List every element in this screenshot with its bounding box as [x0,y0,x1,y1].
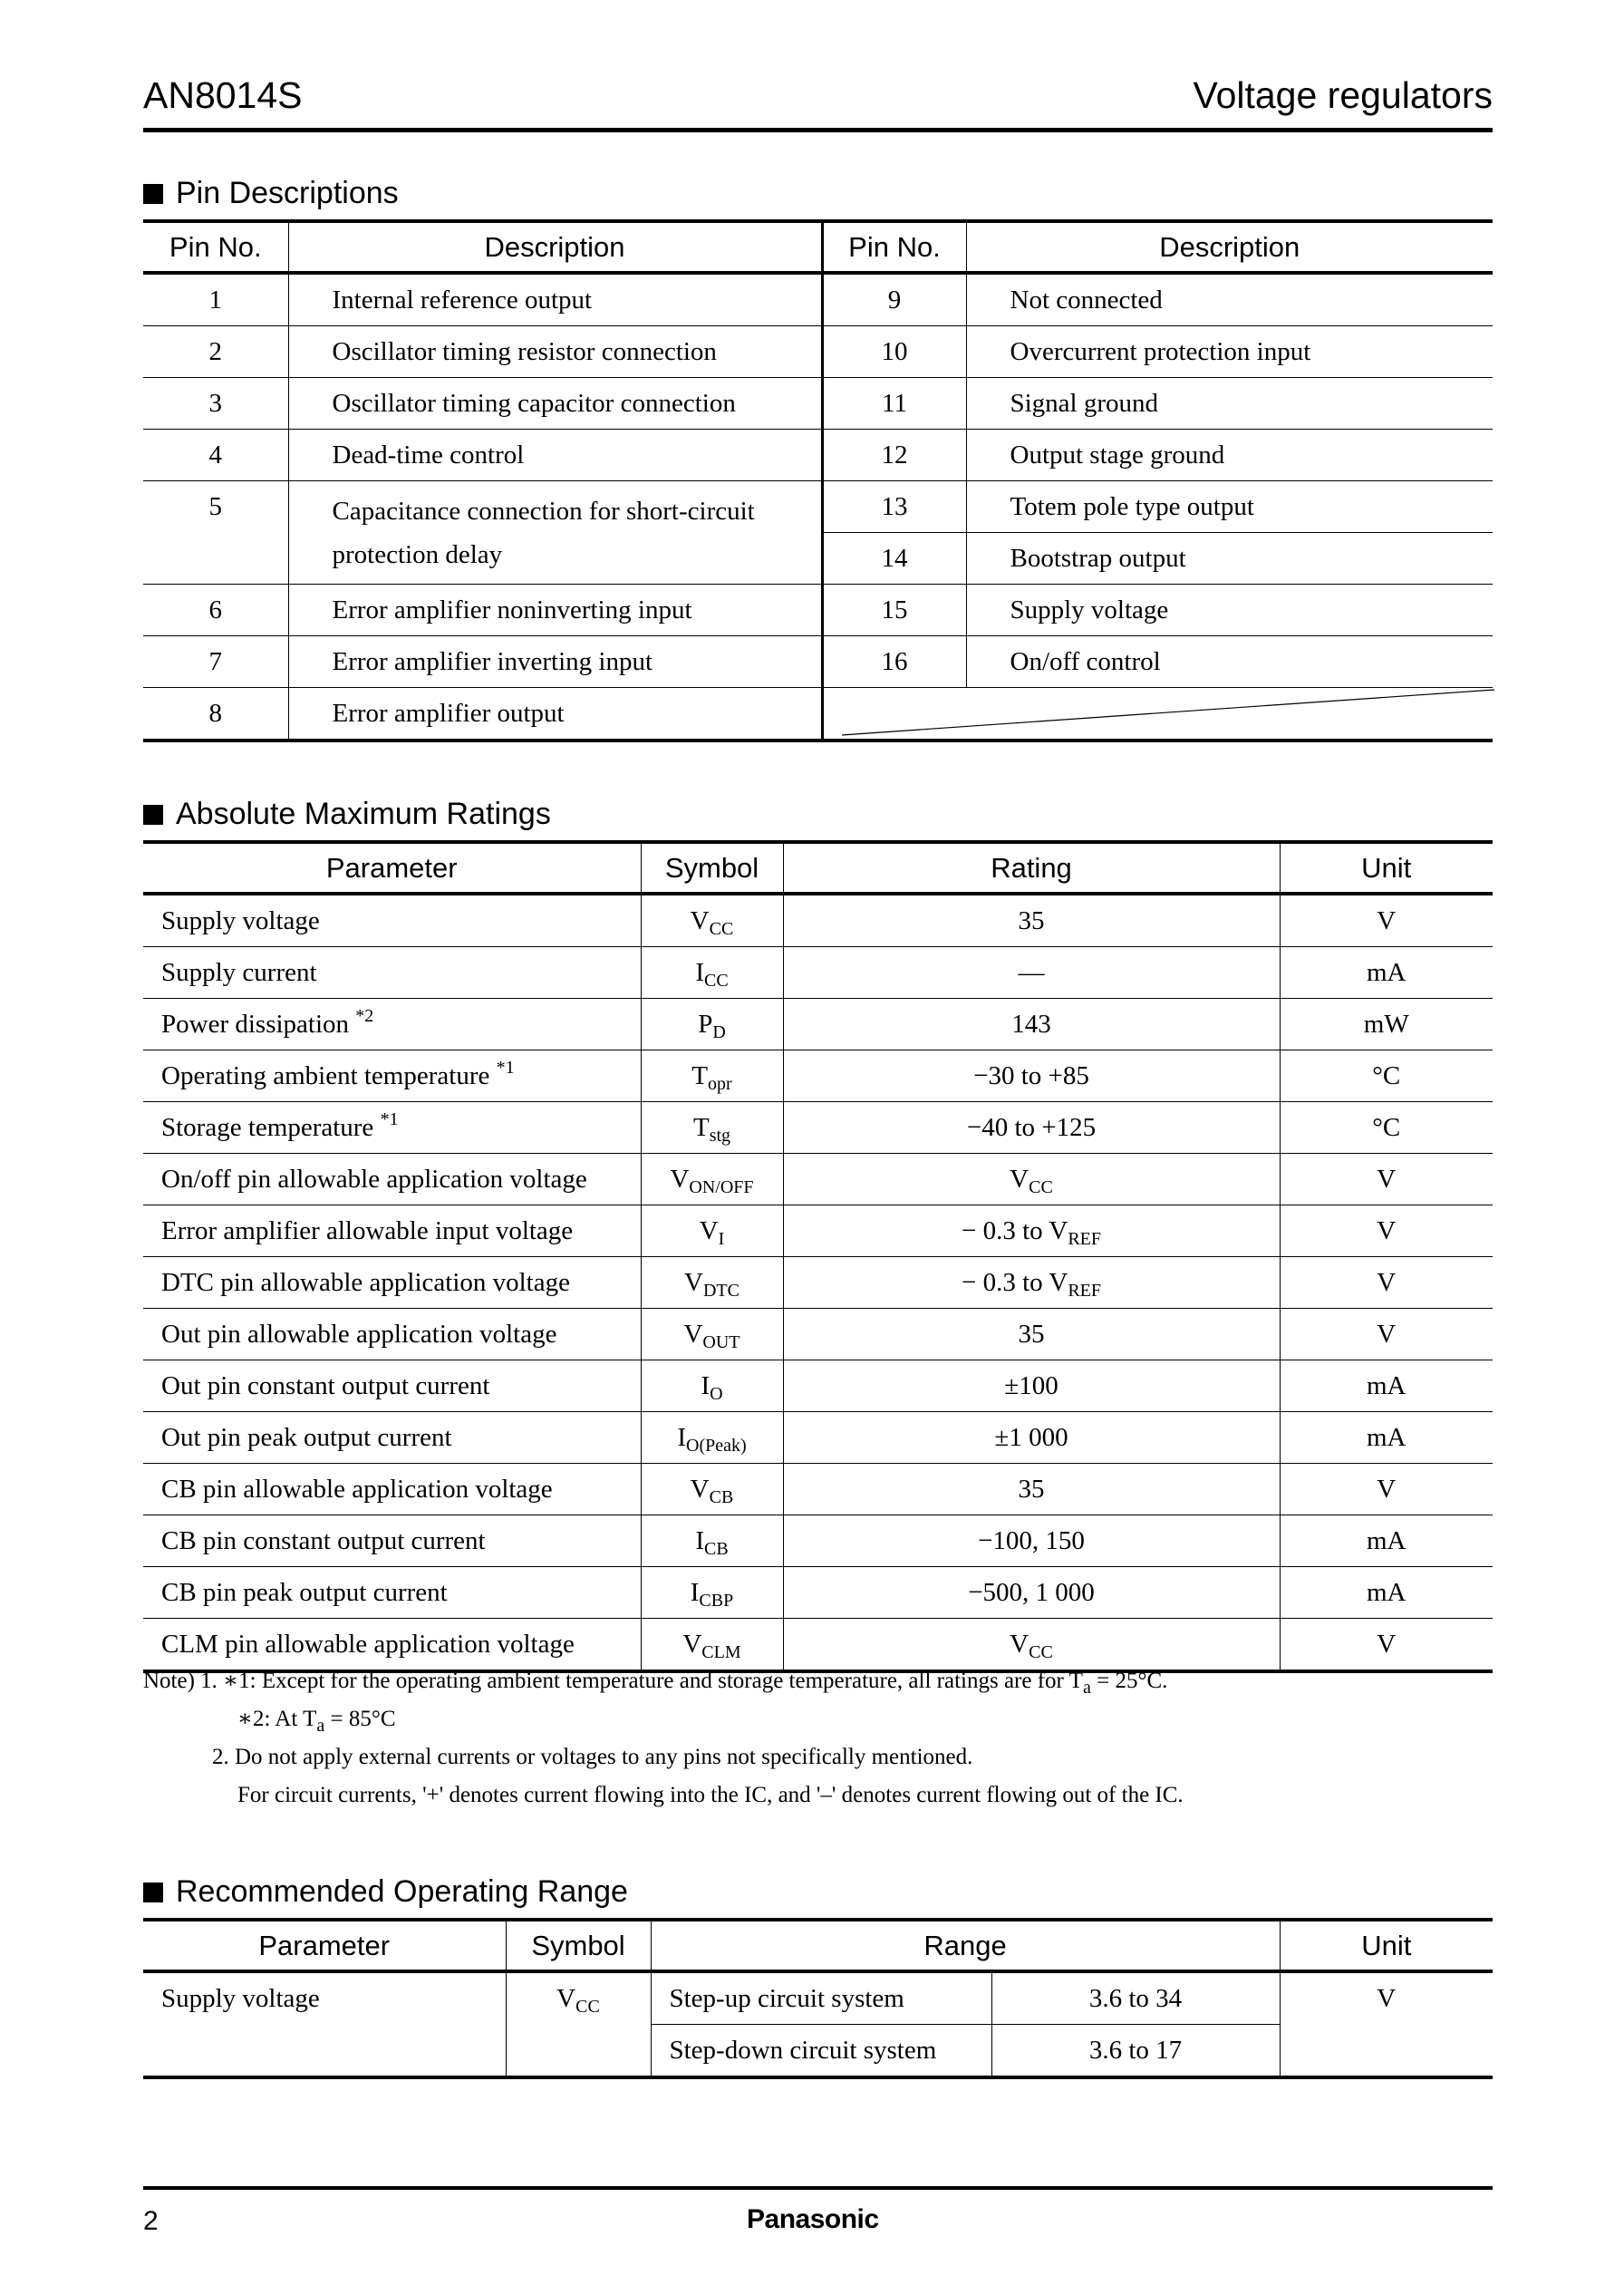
symbol-subscript: I [718,1228,725,1249]
symbol-main: I [677,1422,687,1452]
symbol-main: I [690,1577,700,1607]
rating-cell [783,1360,1280,1412]
symbol-main: V [683,1319,703,1349]
parameter-label: On/off pin allowable application voltage [161,1164,587,1194]
rating-cell [783,1050,1280,1102]
unit-cell: V [1280,1154,1493,1205]
rating-cell [783,1464,1280,1515]
section-bullet-icon [143,1883,163,1902]
symbol-main: V [690,905,710,935]
parameter-label: Storage temperature [161,1112,381,1142]
symbol-main: V [682,1629,702,1659]
symbol-subscript: D [712,1021,726,1042]
parameter-cell [143,1309,641,1360]
rating-subscript: CC [1029,1176,1053,1197]
rating-value: V [1010,1629,1030,1659]
symbol-cell [641,1205,783,1257]
pin-number: 5 [143,481,288,585]
rating-value: − 0.3 to V [961,1267,1068,1297]
parameter-label: Operating ambient temperature [161,1060,497,1090]
note-subscript: a [1082,1678,1091,1698]
parameter-label: Out pin peak output current [161,1422,452,1452]
parameter-cell [143,1257,641,1309]
pin-description [288,481,822,585]
parameter-cell [143,1050,641,1102]
symbol-subscript: CC [575,1997,600,2017]
parameter-cell [143,999,641,1050]
section-title: Absolute Maximum Ratings [176,797,551,831]
unit-cell: V [1280,1257,1493,1309]
rating-value: 143 [1011,1009,1051,1039]
rating-subscript: CC [1029,1641,1053,1662]
rating-value: ±1 000 [994,1422,1068,1452]
table-row [143,1309,1493,1360]
pin-number: 1 [208,285,222,315]
pin-description: Oscillator timing resistor connection [288,326,822,378]
parameter-label: CB pin allowable application voltage [161,1474,553,1504]
pin-description: Totem pole type output [966,481,1493,533]
section-absolute-maximum-ratings [143,797,551,832]
circuit-system-cell: Step-down circuit system [651,2025,991,2078]
rating-value: −40 to +125 [966,1112,1097,1142]
rating-value: 35 [1018,1319,1045,1349]
symbol-subscript: ON/OFF [689,1176,754,1197]
parameter-label: Out pin allowable application voltage [161,1319,557,1349]
pin-description-line: protection delay [332,539,503,569]
symbol-main: V [556,1984,576,2013]
symbol-subscript: O [710,1383,723,1404]
symbol-cell [641,1464,783,1515]
pin-descriptions-table [143,219,1493,742]
section-title: Pin Descriptions [176,176,399,210]
symbol-cell [641,999,783,1050]
parameter-label: Error amplifier allowable input voltage [161,1215,574,1245]
section-pin-descriptions [143,176,399,211]
table-row [143,1464,1493,1515]
pin-number: 10 [822,326,966,378]
parameter-cell [143,1102,641,1154]
unit-cell: °C [1280,1102,1493,1154]
col-header-range: Range [651,1920,1280,1971]
symbol-main: P [698,1009,713,1039]
symbol-cell [641,1050,783,1102]
unit-cell: °C [1280,1050,1493,1102]
table-row [143,894,1493,947]
pin-description: Error amplifier output [288,688,822,741]
section-recommended-operating-range [143,1874,628,1910]
parameter-label: CB pin constant output current [161,1525,486,1555]
note-text: = 85°C [324,1707,396,1731]
rating-value: 35 [1018,1474,1045,1504]
rating-cell [783,1257,1280,1309]
section-bullet-icon [143,184,163,204]
table-row [143,1205,1493,1257]
symbol-main: T [691,1060,709,1090]
note-text: = 25°C. [1090,1669,1168,1693]
symbol-cell [641,1567,783,1619]
pin-description-line: Capacitance connection for short-circuit [332,496,755,526]
table-row [143,1567,1493,1619]
pin-description: Output stage ground [966,430,1493,481]
symbol-subscript: DTC [702,1280,740,1301]
note-subscript: a [316,1716,325,1736]
symbol-cell [641,1515,783,1567]
table-row [143,585,1493,636]
rating-value: — [1018,957,1045,987]
pin-description: Dead-time control [288,430,822,481]
symbol-main: I [695,1525,704,1555]
unit-cell: mA [1280,1360,1493,1412]
symbol-cell [641,894,783,947]
unit-cell: V [1280,1464,1493,1515]
section-bullet-icon [143,805,163,825]
rating-subscript: REF [1068,1280,1102,1301]
rating-subscript: REF [1068,1228,1102,1249]
table-row [143,273,1493,326]
pin-description: Internal reference output [288,273,822,326]
symbol-subscript: CBP [699,1590,734,1611]
note-text: Note) 1. ∗1: Except for the operating ambient temperature and storage temperature, all ratings are for T [143,1669,1083,1693]
table-row [143,999,1493,1050]
table-row [143,1360,1493,1412]
unit-cell: mA [1280,1567,1493,1619]
rating-cell [783,1412,1280,1464]
parameter-label: Power dissipation [161,1009,356,1039]
parameter-cell [143,1464,641,1515]
unit-cell: mW [1280,999,1493,1050]
unit-cell: V [1280,1309,1493,1360]
parameter-cell [143,1360,641,1412]
parameter-cell [143,1515,641,1567]
note-line [143,1700,1184,1738]
unit-cell: V [1280,1619,1493,1672]
note-text: ∗2: At T [237,1707,317,1731]
parameter-label: DTC pin allowable application voltage [161,1267,570,1297]
table-row [143,1971,1493,2025]
pin-description: Signal ground [966,378,1493,430]
document-category: Voltage regulators [1193,74,1493,116]
rating-value: V [1010,1164,1030,1194]
recommended-operating-range-table [143,1918,1493,2079]
parameter-cell [143,1567,641,1619]
part-number: AN8014S [143,74,303,116]
col-header-rating: Rating [783,842,1280,894]
symbol-subscript: CC [709,918,734,939]
symbol-subscript: CB [709,1486,734,1507]
rating-cell [783,1567,1280,1619]
symbol-subscript: O(Peak) [686,1435,747,1456]
pin-number: 4 [143,430,288,481]
symbol-subscript: stg [709,1125,731,1146]
col-header-parameter: Parameter [143,1920,506,1971]
circuit-system-cell: Step-up circuit system [651,1971,991,2025]
symbol-subscript: CB [703,1538,729,1559]
rating-value: ±100 [1004,1370,1058,1400]
symbol-main: T [692,1112,710,1142]
rating-cell [783,1154,1280,1205]
pin-description: Supply voltage [966,585,1493,636]
pin-description: Error amplifier inverting input [288,636,822,688]
col-header-symbol: Symbol [506,1920,651,1971]
table-row [143,326,1493,378]
rating-cell [783,1515,1280,1567]
section-title: Recommended Operating Range [176,1874,628,1909]
symbol-cell [641,947,783,999]
symbol-cell [641,1360,783,1412]
unit-cell: mA [1280,1412,1493,1464]
symbol-cell [641,1257,783,1309]
parameter-label: Supply voltage [161,905,320,935]
unit-cell: V [1280,1205,1493,1257]
col-header-pin-no: Pin No. [822,221,966,273]
col-header-pin-no: Pin No. [143,221,288,273]
footnote-marker: *1 [380,1108,399,1129]
unit-cell: V [1280,894,1493,947]
parameter-label: Supply current [161,957,317,987]
ratings-notes [143,1662,1184,1815]
col-header-unit: Unit [1280,1920,1493,1971]
rating-cell [783,999,1280,1050]
rating-value: −500, 1 000 [968,1577,1095,1607]
brand-logo: Panasonic [747,2204,879,2234]
table-row [143,1412,1493,1464]
footer-rule [143,2186,1493,2190]
col-header-unit: Unit [1280,842,1493,894]
note-line [143,1662,1184,1700]
symbol-main: V [684,1267,703,1297]
col-header-parameter: Parameter [143,842,641,894]
table-row [143,636,1493,688]
table-row [143,947,1493,999]
table-row [143,1102,1493,1154]
unit-cell: V [1280,1971,1493,2077]
symbol-cell [641,1412,783,1464]
page-number: 2 [143,2206,159,2236]
pin-description: Bootstrap output [966,533,1493,585]
symbol-subscript: opr [708,1073,732,1094]
parameter-cell [143,1205,641,1257]
unit-cell: mA [1280,1515,1493,1567]
symbol-main: V [670,1164,690,1194]
pin-number: 16 [822,636,966,688]
absolute-maximum-ratings-table [143,840,1493,1673]
table-row [143,688,1493,741]
symbol-subscript: CLM [701,1641,741,1662]
pin-description: Error amplifier noninverting input [288,585,822,636]
note-line: 2. Do not apply external currents or voltages to any pins not specifically mentioned. [212,1745,973,1769]
range-cell: 3.6 to 34 [991,1971,1280,2025]
col-header-description: Description [288,221,822,273]
pin-number: 8 [143,688,288,741]
col-header-description: Description [966,221,1493,273]
rating-cell [783,947,1280,999]
header-rule [143,128,1493,132]
pin-description: Oscillator timing capacitor connection [288,378,822,430]
pin-number: 14 [822,533,966,585]
table-row [143,1257,1493,1309]
parameter-cell [143,1412,641,1464]
footnote-marker: *2 [355,1005,374,1026]
pin-number: 15 [822,585,966,636]
parameter-label: Out pin constant output current [161,1370,490,1400]
pin-description: Not connected [966,273,1493,326]
empty-cell [822,688,1493,741]
pin-number: 13 [822,481,966,533]
parameter-cell [143,894,641,947]
rating-cell [783,894,1280,947]
symbol-main: I [701,1370,710,1400]
unit-cell: mA [1280,947,1493,999]
rating-cell [783,1205,1280,1257]
pin-number: 11 [822,378,966,430]
pin-number: 3 [143,378,288,430]
symbol-subscript: OUT [702,1331,740,1352]
symbol-cell [641,1309,783,1360]
rating-cell [783,1309,1280,1360]
pin-number: 12 [822,430,966,481]
rating-value: −30 to +85 [973,1060,1089,1090]
symbol-cell [641,1154,783,1205]
table-row [143,378,1493,430]
table-row [143,1154,1493,1205]
pin-number: 9 [822,273,966,326]
pin-number: 2 [143,326,288,378]
pin-number: 6 [143,585,288,636]
table-row [143,1050,1493,1102]
parameter-label: CLM pin allowable application voltage [161,1629,575,1659]
symbol-main: V [690,1474,710,1504]
range-cell: 3.6 to 17 [991,2025,1280,2078]
rating-value: −100, 150 [978,1525,1085,1555]
symbol-main: V [699,1215,719,1245]
table-row [143,430,1493,481]
symbol-cell [641,1102,783,1154]
table-row [143,1515,1493,1567]
parameter-cell [143,1154,641,1205]
symbol-main: I [695,957,704,987]
rating-value: − 0.3 to V [961,1215,1068,1245]
pin-description: Overcurrent protection input [966,326,1493,378]
rating-value: 35 [1018,905,1045,935]
note-line: For circuit currents, '+' denotes current flowing into the IC, and '–' denotes current flowing out of the IC. [237,1783,1184,1807]
pin-number: 7 [143,636,288,688]
footnote-marker: *1 [496,1057,515,1078]
diagonal-slash [824,688,1494,739]
table-row [143,481,1493,533]
col-header-symbol: Symbol [641,842,783,894]
pin-description: On/off control [966,636,1493,688]
parameter-cell: Supply voltage [161,1984,320,2013]
parameter-cell [143,947,641,999]
rating-cell [783,1102,1280,1154]
symbol-subscript: CC [703,970,729,991]
symbol-cell [506,1971,651,2077]
parameter-label: CB pin peak output current [161,1577,448,1607]
